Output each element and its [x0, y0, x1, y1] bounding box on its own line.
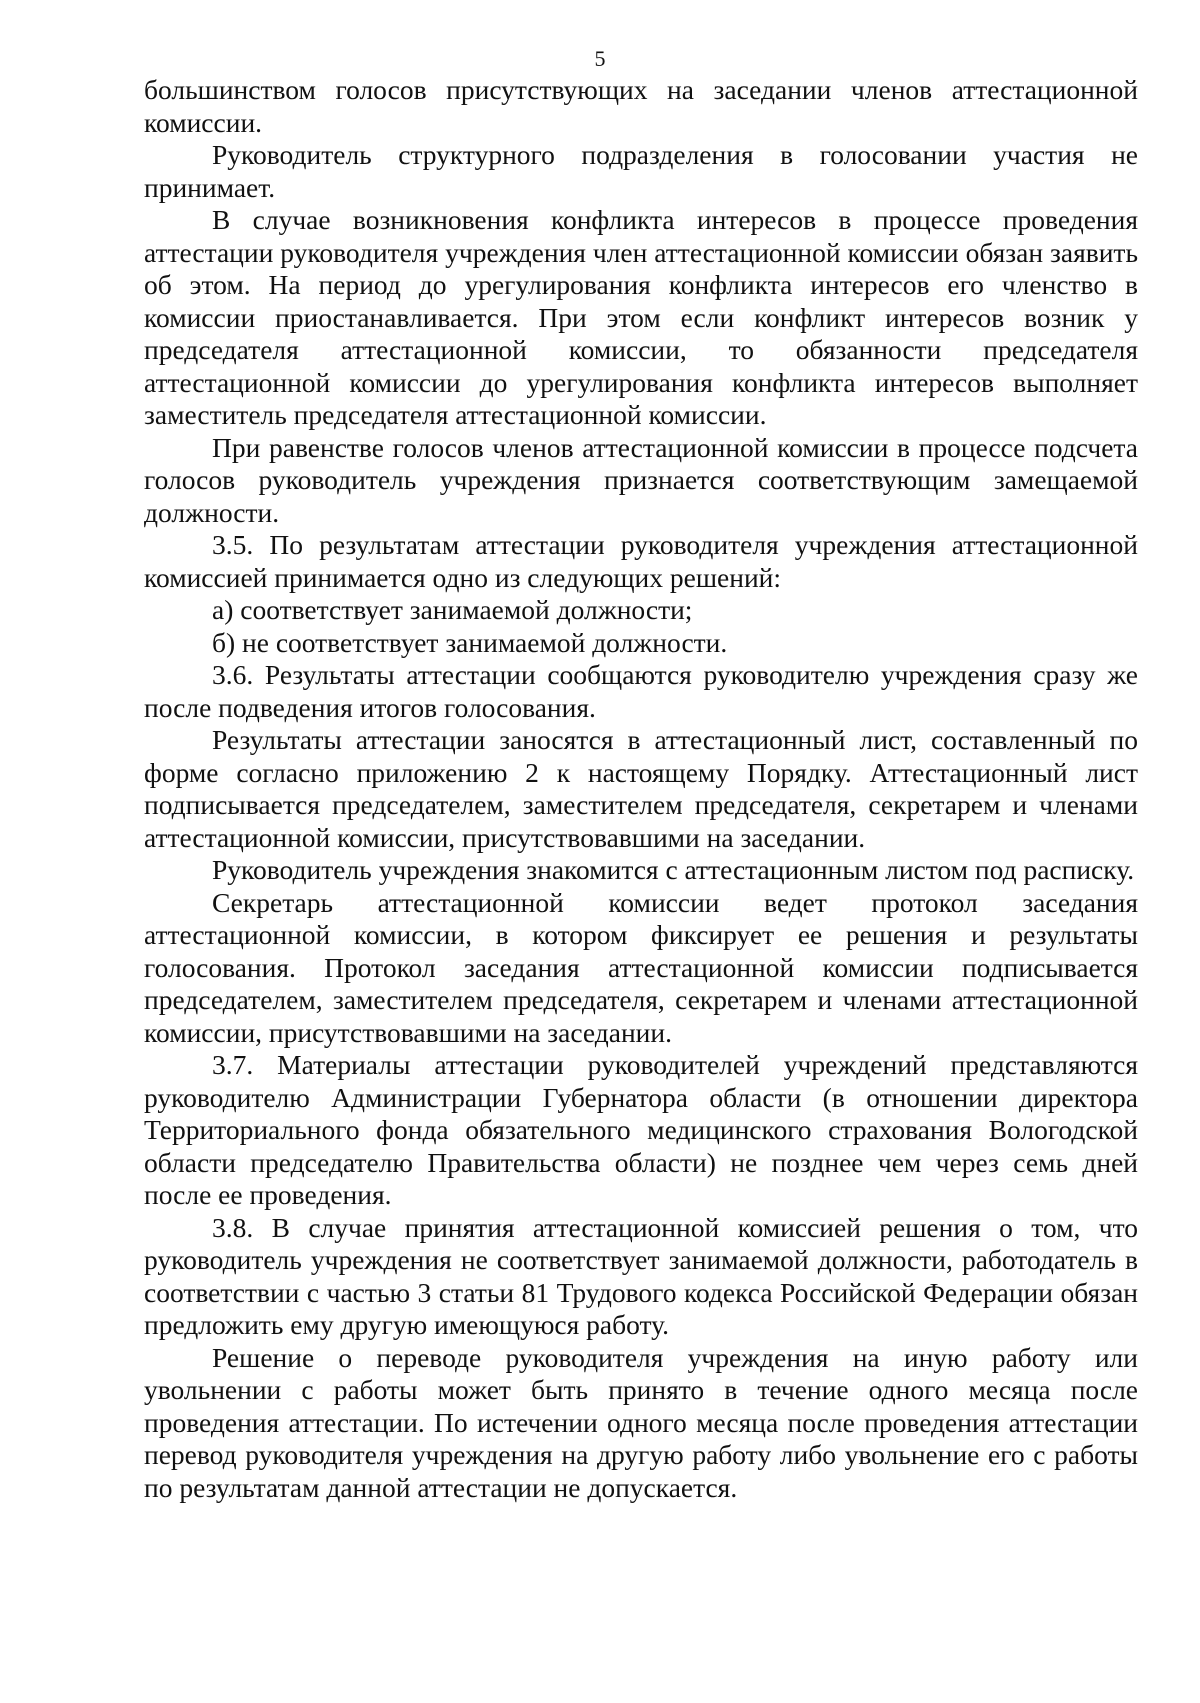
paragraph-option-a: а) соответствует занимаемой должности;: [212, 594, 693, 625]
paragraph-3-8: 3.8. В случае принятия аттестационной комиссией решения о том, что руководитель учреждения не соответствует занимаемой должности, работодатель в соответствии с частью 3 статьи 81 Трудового кодекса Российской Федерации обязан предложить ему другую имеющуюся работу.: [144, 1211, 1138, 1340]
paragraph-3-7: 3.7. Материалы аттестации руководителей учреждений представляются руководителю Администрации Губернатора области (в отношении директора Территориального фонда обязательного медицинского страхования Вологодской области председателю Правительства области) не позднее чем через семь дней после ее проведения.: [144, 1049, 1138, 1210]
paragraph-continuation: большинством голосов присутствующих на заседании членов аттестационной комиссии.: [144, 74, 1138, 138]
paragraph-conflict-of-interest: В случае возникновения конфликта интересов в процессе проведения аттестации руководителя учреждения член аттестационной комиссии обязан заявить об этом. На период до урегулирования конфликта интересов его членство в комиссии приостанавливается. При этом если конфликт интересов возник у председателя аттестационной комиссии, то обязанности председателя аттестационной комиссии до урегулирования конфликта интересов выполняет заместитель председателя аттестационной комиссии.: [144, 204, 1138, 430]
paragraph-transfer-decision: Решение о переводе руководителя учреждения на иную работу или увольнении с работы может быть принято в течение одного месяца после проведения аттестации. По истечении одного месяца после проведения аттестации перевод руководителя учреждения на другую работу либо увольнение его с работы по результатам данной аттестации не допускается.: [144, 1341, 1138, 1503]
page-number: 5: [594, 46, 606, 71]
document-body: [144, 74, 1138, 1504]
paragraph-3-6: 3.6. Результаты аттестации сообщаются руководителю учреждения сразу же после подведения итогов голосования.: [144, 659, 1138, 723]
paragraph-3-5: 3.5. По результатам аттестации руководителя учреждения аттестационной комиссией принимается одно из следующих решений:: [144, 529, 1138, 593]
paragraph-option-b: б) не соответствует занимаемой должности.: [212, 626, 728, 658]
paragraph-attestation-sheet: Результаты аттестации заносятся в аттестационный лист, составленный по форме согласно приложению 2 к настоящему Порядку. Аттестационный лист подписывается председателем, заместителем председателя, секретарем и членами аттестационной комиссии, присутствовавшими на заседании.: [144, 724, 1138, 853]
paragraph-chair-no-vote: Руководитель структурного подразделения в голосовании участия не принимает.: [144, 139, 1138, 203]
paragraph-secretary-protocol: Секретарь аттестационной комиссии ведет протокол заседания аттестационной комиссии, в котором фиксирует ее решения и результаты голосования. Протокол заседания аттестационной комиссии подписывается председателем, заместителем председателя, секретарем и членами аттестационной комиссии, присутствовавшими на заседании.: [144, 886, 1138, 1048]
paragraph-sheet-acknowledgement: Руководитель учреждения знакомится с аттестационным листом под расписку.: [212, 854, 1135, 885]
paragraph-equal-votes: При равенстве голосов членов аттестационной комиссии в процессе подсчета голосов руководитель учреждения признается соответствующим замещаемой должности.: [144, 431, 1138, 528]
